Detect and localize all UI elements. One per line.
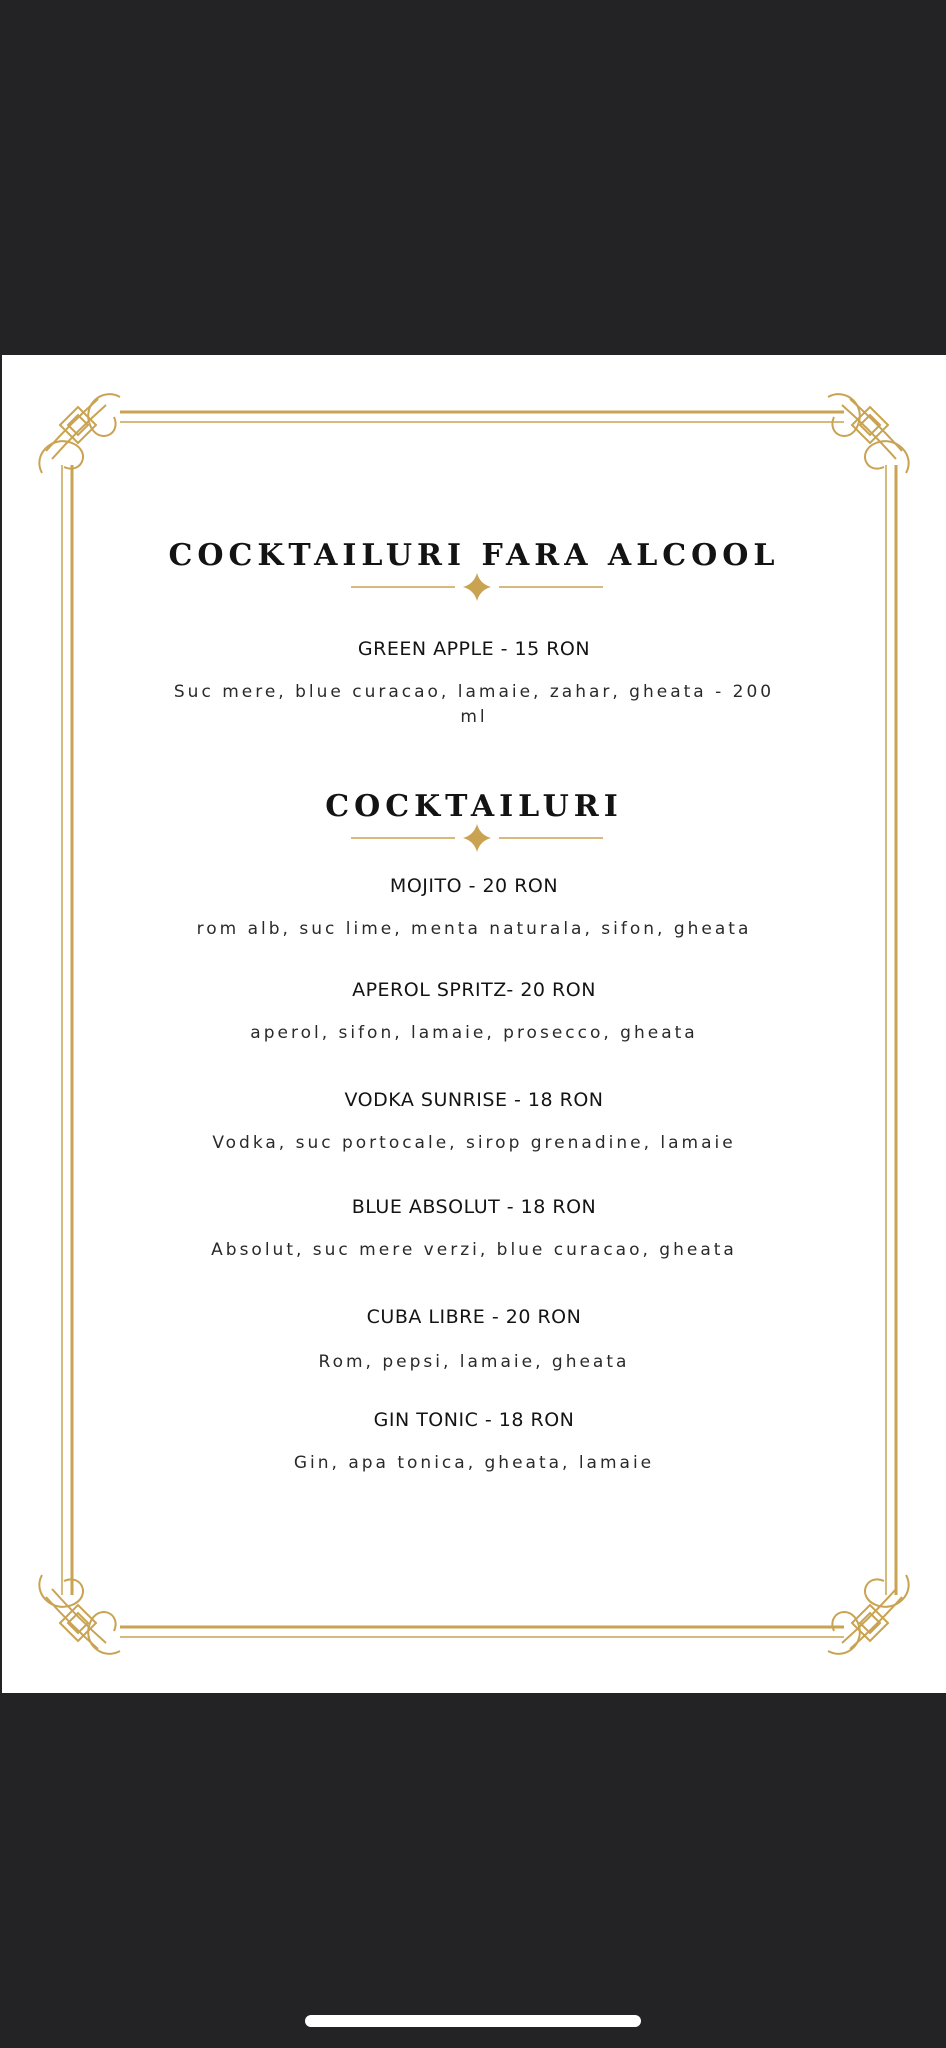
item-name-mojito: MOJITO - 20 RON [389, 875, 559, 897]
item-name-cuba-libre: CUBA LIBRE - 20 RON [366, 1306, 582, 1328]
item-name-vodka-sunrise: VODKA SUNRISE - 18 RON [344, 1089, 604, 1111]
section-title-non-alcoholic: COCKTAILURI FARA ALCOOL [168, 538, 780, 573]
item-desc-mojito: rom alb, suc lime, menta naturala, sifon, gheata [196, 919, 752, 939]
item-name-gin-tonic: GIN TONIC - 18 RON [373, 1409, 575, 1431]
item-desc-aperol-spritz: aperol, sifon, lamaie, prosecco, gheata [250, 1023, 698, 1043]
menu-card [2, 355, 946, 1693]
corner-flourish-icon [39, 394, 120, 473]
item-desc-vodka-sunrise: Vodka, suc portocale, sirop grenadine, lamaie [212, 1133, 736, 1153]
divider-star-icon [347, 821, 607, 855]
item-desc-gin-tonic: Gin, apa tonica, gheata, lamaie [293, 1453, 655, 1473]
section-title-cocktails: COCKTAILURI [325, 789, 623, 824]
home-indicator[interactable] [305, 2015, 641, 2027]
item-desc-blue-absolut: Absolut, suc mere verzi, blue curacao, gheata [211, 1240, 737, 1260]
item-desc-cuba-libre: Rom, pepsi, lamaie, gheata [318, 1352, 630, 1372]
item-desc-green-apple: Suc mere, blue curacao, lamaie, zahar, gheata - 200 ml [173, 682, 775, 727]
item-name-aperol-spritz: APEROL SPRITZ- 20 RON [352, 979, 596, 1001]
item-name-blue-absolut: BLUE ABSOLUT - 18 RON [351, 1196, 597, 1218]
item-name-green-apple: GREEN APPLE - 15 RON [357, 638, 591, 660]
divider-star-icon [347, 570, 607, 604]
